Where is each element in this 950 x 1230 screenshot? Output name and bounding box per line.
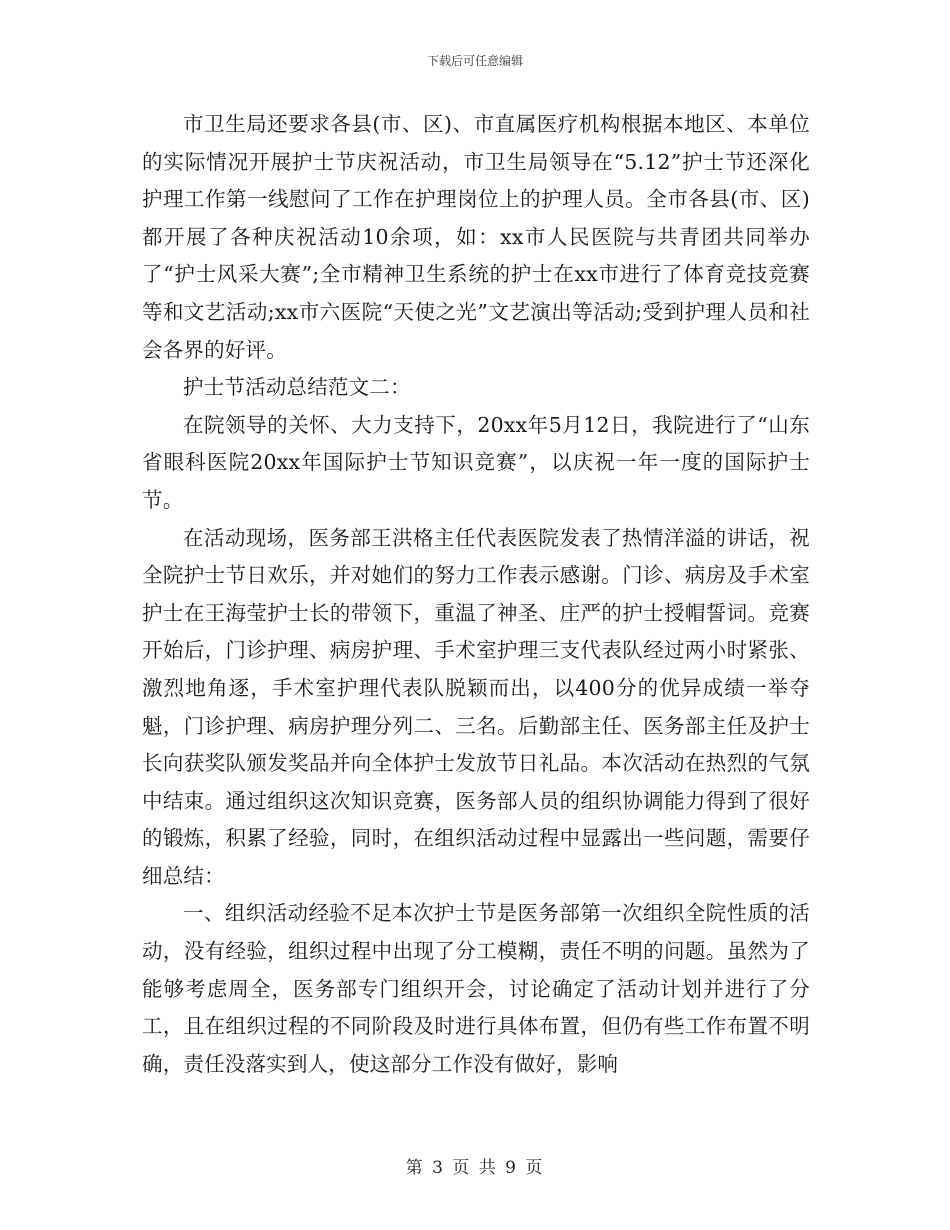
section-heading: 护士节活动总结范文二：	[183, 375, 411, 400]
page-number: 第 3 页 共 9 页	[405, 1158, 545, 1178]
paragraph-1: 市卫生局还要求各县(市、区)、市直属医疗机构根据本地区、本单位的实际情况开展护士节庆祝活动，市卫生局领导在“5.12”护士节还深化护理工作第一线慰问了工作在护理岗位上的护理人员。全市各县(市、区)都开展了各种庆祝活动10余项，如：xx市人民医院与共青团共同举办了“护士风采大赛”;全市精神卫生系统的护士在xx市进行了体育竞技竞赛等和文艺活动;xx市六医院“天使之光”文艺演出等活动;受到护理人员和社会各界的好评。	[142, 112, 810, 362]
paragraph-4: 一、组织活动经验不足本次护士节是医务部第一次组织全院性质的活动，没有经验，组织过程中出现了分工模糊，责任不明的问题。虽然为了能够考虑周全，医务部专门组织开会，讨论确定了活动计划并进行了分工，且在组织过程的不同阶段及时进行具体布置，但仍有些工作布置不明确，责任没落实到人，使这部分工作没有做好，影响	[142, 901, 810, 1076]
paragraph-2: 在院领导的关怀、大力支持下，20xx年5月12日，我院进行了“山东省眼科医院20xx年国际护士节知识竞赛”，以庆祝一年一度的国际护士节。	[142, 412, 810, 512]
document-body	[142, 106, 810, 1083]
page-header: 下载后可任意编辑	[426, 54, 523, 68]
paragraph-3: 在活动现场，医务部王洪格主任代表医院发表了热情洋溢的讲话，祝全院护士节日欢乐，并对她们的努力工作表示感谢。门诊、病房及手术室护士在王海莹护士长的带领下，重温了神圣、庄严的护士授帽誓词。竞赛开始后，门诊护理、病房护理、手术室护理三支代表队经过两小时紧张、激烈地角逐，手术室护理代表队脱颖而出，以400分的优异成绩一举夺魁，门诊护理、病房护理分列二、三名。后勤部主任、医务部主任及护士长向获奖队颁发奖品并向全体护士发放节日礼品。本次活动在热烈的气氛中结束。通过组织这次知识竞赛，医务部人员的组织协调能力得到了很好的锻炼，积累了经验，同时，在组织活动过程中显露出一些问题，需要仔细总结：	[142, 525, 810, 888]
